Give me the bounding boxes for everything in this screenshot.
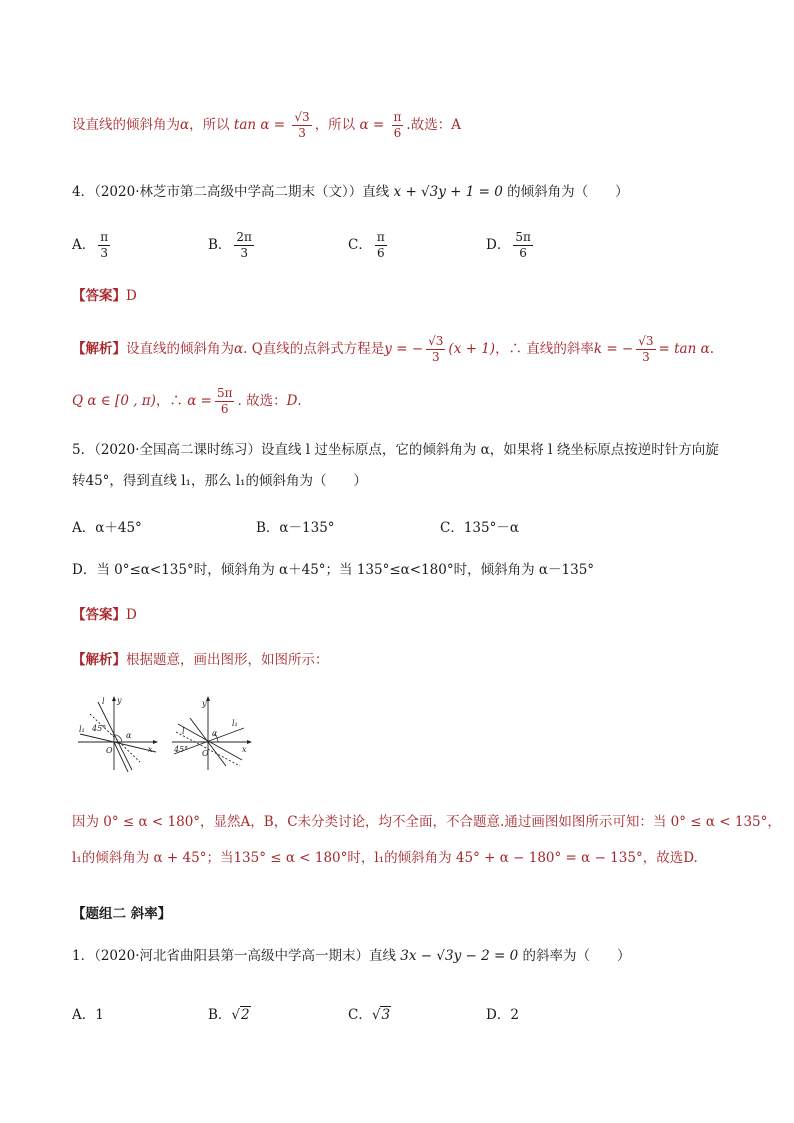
answer-value: D xyxy=(286,393,298,409)
option-label: B． xyxy=(208,237,232,253)
option-b xyxy=(208,230,257,261)
fraction: $\frac{√3}{3}$ xyxy=(638,334,654,364)
fig-y-label: y xyxy=(202,699,207,708)
option-c xyxy=(348,1003,391,1023)
option-label: A． xyxy=(72,237,96,253)
fig-x-label: x xyxy=(242,745,247,754)
conclusion-line-2: l₁的倾斜角为 α + 45°；当135° ≤ α < 180°时，l₁的倾斜角为 45° + α − 180° = α − 135°，故选D. xyxy=(72,850,698,866)
option-label: B． xyxy=(208,1007,232,1023)
conclusion-line-1: 因为 0° ≤ α < 180°，显然A，B，C未分类讨论，均不全面，不合题意.通过画图如图所示可知：当 0° ≤ α < 135°， xyxy=(72,814,781,830)
figure-left xyxy=(76,694,160,772)
alpha-equation: α = xyxy=(359,117,385,133)
equation: α = xyxy=(187,393,212,409)
question-text: 的倾斜角为（ ） xyxy=(507,184,629,200)
answer-line xyxy=(72,286,137,306)
fig-alpha-label: α xyxy=(212,729,218,738)
fraction: $\frac{\pi}{6}$ xyxy=(376,230,385,260)
fig-45-label: 45° xyxy=(174,745,189,754)
group2-question-1 xyxy=(72,946,630,966)
analysis-text: 根据题意，画出图形，如图所示： xyxy=(126,652,329,668)
intro-text: ，所以 xyxy=(189,117,230,133)
answer-value: D xyxy=(126,607,137,623)
alpha-symbol: α xyxy=(180,117,190,133)
fraction: $\frac{√3}{3}$ xyxy=(294,110,310,140)
fraction: $\frac{\pi}{6}$ xyxy=(393,110,402,140)
analysis-text: . xyxy=(709,341,715,357)
therefore-symbol: ，∴ xyxy=(495,341,523,357)
intro-answer: .故选：A xyxy=(406,117,461,133)
fig-o-label: O xyxy=(106,746,113,755)
analysis-tag: 【解析】 xyxy=(72,652,126,668)
analysis-text: 直线的斜率 xyxy=(526,341,594,357)
option-a: A．1 xyxy=(72,1007,104,1023)
because-symbol: Q xyxy=(251,341,263,357)
question-4 xyxy=(72,182,629,202)
fig-o-label: O xyxy=(202,749,209,758)
option-c: C．135°－α xyxy=(440,520,519,536)
fig-45-label: 45° xyxy=(92,724,107,733)
analysis-line xyxy=(72,650,329,670)
fig-l-label: l xyxy=(182,727,185,736)
option-label: C． xyxy=(348,1007,372,1023)
question-5-line-1: 5．（2020·全国高二课时练习）设直线 l 过坐标原点，它的倾斜角为 α，如果将 l 绕坐标原点按逆时针方向旋 xyxy=(72,442,719,458)
fig-l1-label: l₁ xyxy=(79,725,85,734)
fraction: $\frac{√3}{3}$ xyxy=(428,334,444,364)
fig-alpha-label: α xyxy=(126,731,132,740)
fraction: $\frac{5\pi}{6}$ xyxy=(515,230,531,260)
option-a xyxy=(72,230,113,261)
equation: 3x − √3y − 2 = 0 xyxy=(400,948,519,964)
option-b xyxy=(208,1003,251,1023)
option-b: B．α－135° xyxy=(256,520,335,536)
analysis-text: 设直线的倾斜角为 xyxy=(126,341,234,357)
analysis-text: . xyxy=(297,393,302,409)
option-c xyxy=(348,230,390,261)
fig-l1-label: l₁ xyxy=(232,719,238,728)
intro-line xyxy=(72,110,461,141)
equation: y = − xyxy=(384,341,424,357)
intro-text: 设直线的倾斜角为 xyxy=(72,117,180,133)
answer-tag: 【答案】 xyxy=(72,607,126,623)
question-text: 1．（2020·河北省曲阳县第一高级中学高一期末）直线 xyxy=(72,948,396,964)
option-label: D． xyxy=(486,237,511,253)
analysis-line xyxy=(72,334,714,365)
analysis-tag: 【解析】 xyxy=(72,341,126,357)
question-5-line-2: 转45°，得到直线 l₁，那么 l₁的倾斜角为（ ） xyxy=(72,473,367,489)
answer-line xyxy=(72,605,137,625)
sqrt-expression: √3 xyxy=(371,1007,391,1023)
analysis-text: . xyxy=(243,341,248,357)
question-text: 的斜率为（ ） xyxy=(522,948,631,964)
analysis-text: . 故选： xyxy=(237,393,287,409)
answer-value: D xyxy=(126,288,137,304)
sqrt-expression: √2 xyxy=(231,1007,250,1023)
analysis-line-2 xyxy=(72,386,302,417)
option-d: D．2 xyxy=(486,1007,519,1023)
question-text: 4．（2020·林芝市第二高级中学高二期末（文））直线 xyxy=(72,184,390,200)
fig-y-label: y xyxy=(117,696,122,705)
analysis-text: 直线的点斜式方程是 xyxy=(262,341,385,357)
range-expression: Q α ∈ [0 , π) xyxy=(72,393,156,409)
fraction: $\frac{\pi}{3}$ xyxy=(100,230,109,260)
fig-l-label: l xyxy=(102,697,105,706)
equation: (x + 1) xyxy=(448,341,496,357)
tan-expression: tan α = xyxy=(233,117,286,133)
answer-tag: 【答案】 xyxy=(72,288,126,304)
option-d: D．当 0°≤α<135°时，倾斜角为 α＋45°；当 135°≤α<180°时，倾斜角为 α－135° xyxy=(72,562,595,578)
equation: = tan α xyxy=(658,341,710,357)
fraction: $\frac{5\pi}{6}$ xyxy=(216,386,233,416)
option-a: A．α＋45° xyxy=(72,520,142,536)
section-heading: 【题组二 斜率】 xyxy=(72,906,172,922)
option-label: C． xyxy=(348,237,372,253)
figure-right xyxy=(170,694,254,772)
fraction: $\frac{2\pi}{3}$ xyxy=(236,230,252,260)
equation: x + √3y + 1 = 0 xyxy=(393,184,503,200)
intro-text: ，所以 xyxy=(314,117,356,133)
fig-x-label: x xyxy=(148,745,153,754)
therefore-symbol: ，∴ xyxy=(155,393,183,409)
option-d xyxy=(486,230,536,261)
alpha-symbol: α xyxy=(234,341,244,357)
equation: k = − xyxy=(593,341,634,357)
